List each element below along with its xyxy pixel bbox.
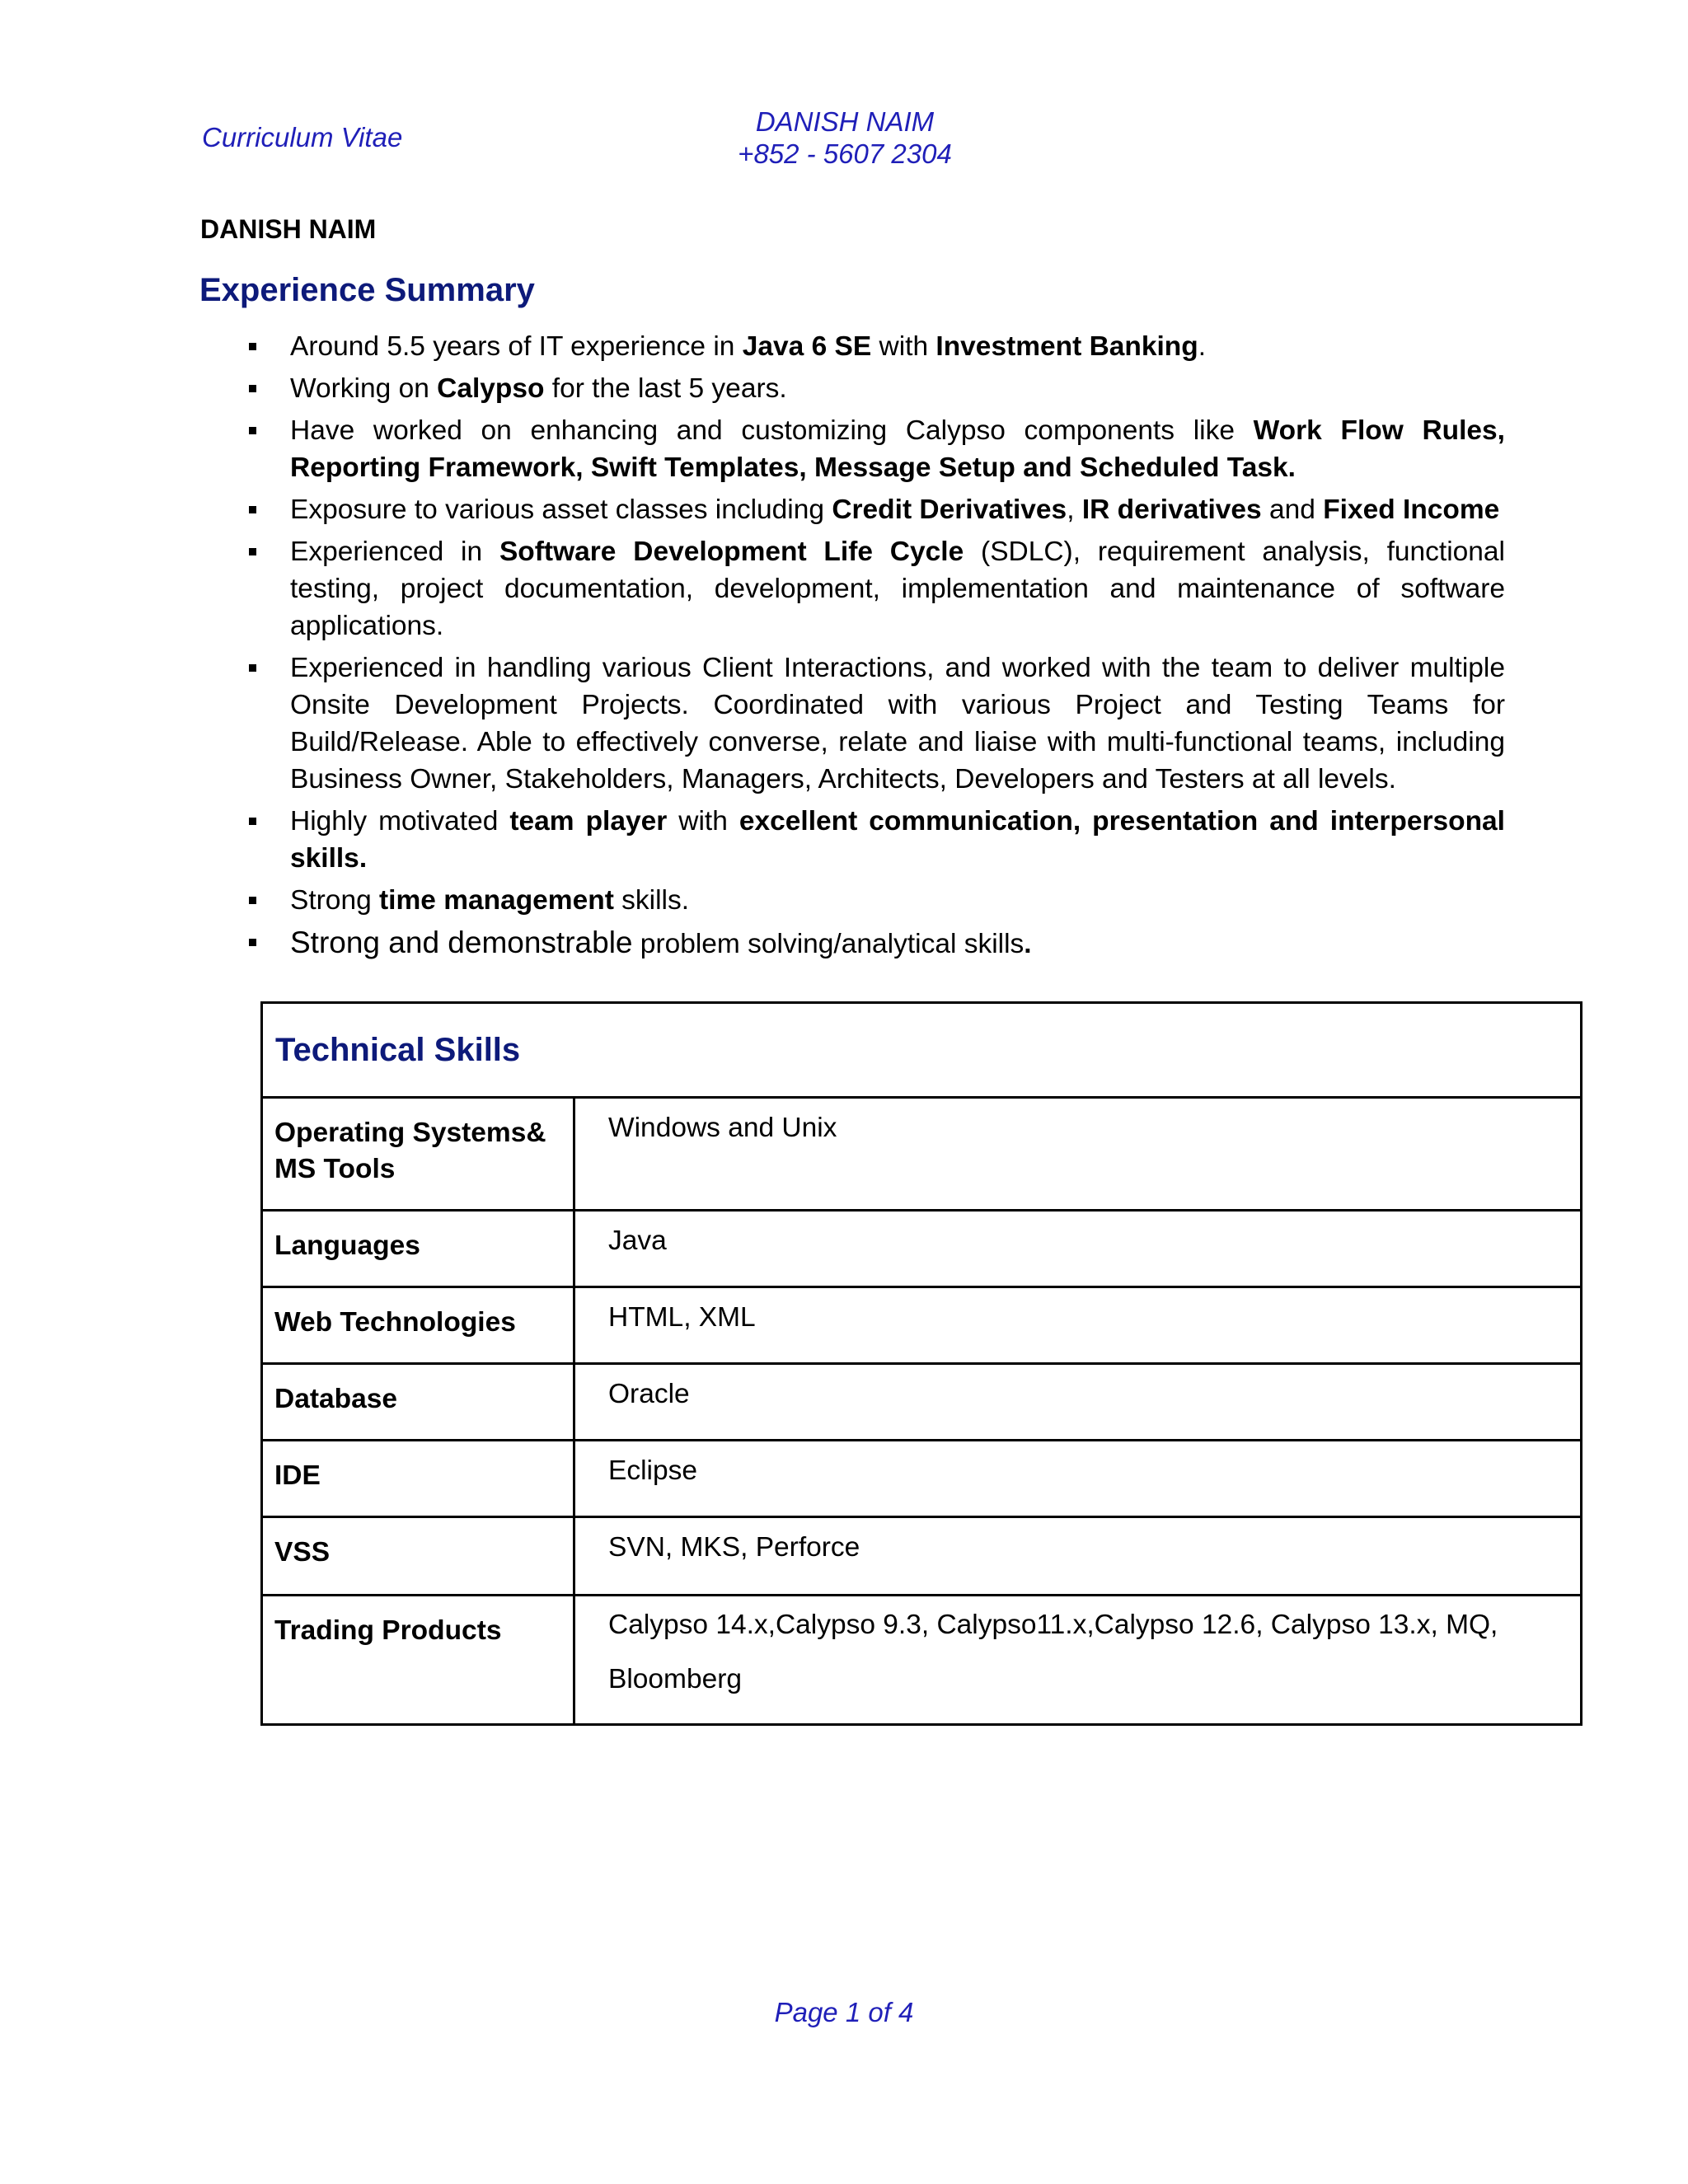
bullet-text: . [1198, 331, 1207, 362]
skills-row [262, 1211, 1582, 1287]
bullet-text: Experienced in handling various Client Interactions, and worked with the team to deliver multiple Onsite Development Projects. Coordinated with various Project and Testing Teams for Build/Release. Able to effectively converse, relate and liaise with multi-functional teams, including Business Owner, Stakeholders, Managers, Architects, Developers and Testers at all levels. [290, 653, 1505, 794]
bullet-bold-text: . [1024, 929, 1032, 959]
bullet-text: Highly motivated [290, 806, 510, 837]
skill-value: HTML, XML [574, 1287, 1582, 1364]
skill-value: Calypso 14.x,Calypso 9.3, Calypso11.x,Calypso 12.6, Calypso 13.x, MQ, Bloomberg [574, 1596, 1582, 1725]
header-contact [651, 105, 1039, 170]
skills-row [262, 1364, 1582, 1441]
skill-category: Languages [262, 1211, 574, 1287]
experience-bullet [198, 412, 1505, 486]
page-number: Page 1 of 4 [774, 1997, 914, 2027]
bullet-text: and [1261, 494, 1324, 525]
skills-row [262, 1596, 1582, 1725]
bullet-square-icon [249, 548, 256, 555]
bullet-bold-text: Investment Banking [935, 331, 1198, 362]
technical-skills-table [260, 1001, 1582, 1726]
bullet-text: Strong and demonstrable [290, 926, 633, 959]
skills-row [262, 1441, 1582, 1517]
technical-skills-heading: Technical Skills [262, 1003, 1582, 1098]
experience-bullet [198, 328, 1505, 365]
bullet-bold-text: IR derivatives [1081, 494, 1262, 525]
bullet-text: Around 5.5 years of IT experience in [290, 331, 743, 362]
bullet-text: problem solving/analytical skills [632, 929, 1025, 959]
bullet-square-icon [249, 506, 256, 513]
skills-row [262, 1517, 1582, 1596]
bullet-text: with [871, 331, 936, 362]
bullet-text: for the last 5 years. [544, 373, 787, 404]
bullet-text: , [1067, 494, 1082, 525]
experience-bullet [198, 882, 1505, 919]
bullet-square-icon [249, 427, 256, 434]
skills-row [262, 1287, 1582, 1364]
bullet-bold-text: Work Flow Rules, Reporting Framework, Swift Templates, Message Setup and Scheduled Task. [290, 415, 1505, 483]
bullet-bold-text: Fixed Income [1323, 494, 1500, 525]
skill-category: Database [262, 1364, 574, 1441]
header-phone: +852 - 5607 2304 [738, 138, 952, 169]
experience-summary-heading: Experience Summary [199, 272, 535, 308]
skill-category: Web Technologies [262, 1287, 574, 1364]
candidate-name: DANISH NAIM [200, 214, 377, 244]
bullet-bold-text: Credit Derivatives [832, 494, 1067, 525]
bullet-text: Experienced in [290, 537, 499, 567]
bullet-text: Exposure to various asset classes including [290, 494, 832, 525]
bullet-square-icon [249, 897, 256, 904]
skill-value: Eclipse [574, 1441, 1582, 1517]
bullet-bold-text: Calypso [437, 373, 545, 404]
bullet-text: Strong [290, 885, 380, 916]
skills-row [262, 1098, 1582, 1211]
bullet-bold-text: Java 6 SE [742, 331, 872, 362]
bullet-bold-text: Software Development Life Cycle [499, 537, 964, 567]
skill-value: Java [574, 1211, 1582, 1287]
bullet-text: (SDLC), requirement analysis, functional testing, project documentation, development, implementation and maintenance of software applications. [290, 537, 1505, 641]
skill-category: IDE [262, 1441, 574, 1517]
bullet-square-icon [249, 385, 256, 392]
document-type-label: Curriculum Vitae [202, 122, 403, 152]
experience-bullet [198, 491, 1505, 528]
bullet-square-icon [249, 818, 256, 825]
skill-category: Operating Systems& MS Tools [262, 1098, 574, 1211]
bullet-square-icon [249, 343, 256, 350]
bullet-square-icon [249, 664, 256, 672]
bullet-text: Have worked on enhancing and customizing Calypso components like [290, 415, 1254, 446]
bullet-bold-text: time management [379, 885, 614, 916]
bullet-text: skills. [613, 885, 690, 916]
skill-value: Windows and Unix [574, 1098, 1582, 1211]
bullet-square-icon [249, 939, 256, 946]
skill-value: SVN, MKS, Perforce [574, 1517, 1582, 1596]
bullet-bold-text: excellent communication, presentation and interpersonal skills. [290, 806, 1505, 874]
experience-bullet [198, 803, 1505, 877]
header-name: DANISH NAIM [755, 106, 935, 137]
bullet-bold-text: team player [509, 806, 668, 837]
experience-bullet [198, 924, 1505, 963]
bullet-text: Working on [290, 373, 438, 404]
skill-value: Oracle [574, 1364, 1582, 1441]
skills-title-row [262, 1003, 1582, 1098]
experience-bullet [198, 649, 1505, 798]
experience-bullet [198, 370, 1505, 407]
skill-category: VSS [262, 1517, 574, 1596]
skill-category: Trading Products [262, 1596, 574, 1725]
experience-bullet-list [198, 328, 1505, 968]
bullet-text: with [667, 806, 739, 837]
experience-bullet [198, 533, 1505, 644]
